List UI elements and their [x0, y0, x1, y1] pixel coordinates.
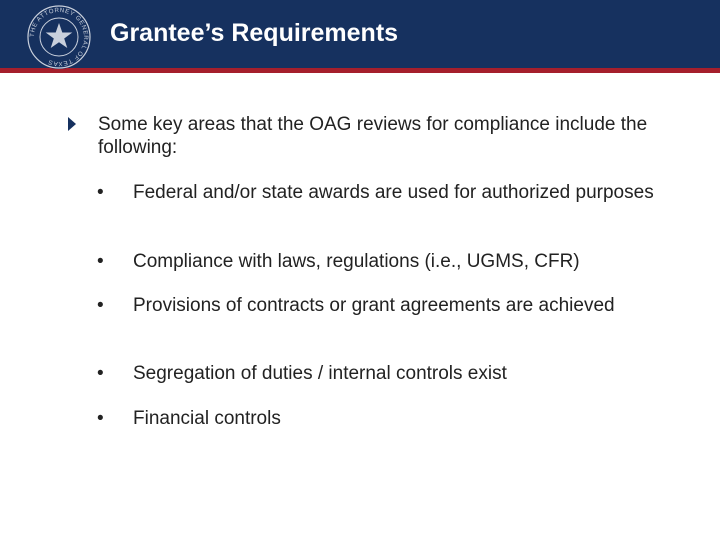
list-item — [97, 250, 657, 273]
list-item-text: Segregation of duties / internal controls exist — [133, 363, 507, 384]
list-item — [97, 294, 657, 317]
list-item-text: Compliance with laws, regulations (i.e., UGMS, CFR) — [133, 251, 580, 272]
bullet-icon: • — [97, 408, 104, 429]
bullet-icon: • — [97, 182, 104, 203]
bullet-icon: • — [97, 363, 104, 384]
seal-text: THE ATTORNEY GENERAL OF TEXAS — [28, 6, 90, 68]
attorney-general-seal-logo — [26, 4, 92, 70]
list-item — [97, 362, 657, 385]
list-item-text: Federal and/or state awards are used for authorized purposes — [133, 182, 654, 203]
header-stripe — [0, 68, 720, 73]
list-item — [97, 407, 657, 430]
intro-bullet — [68, 113, 668, 159]
bullet-icon: • — [97, 251, 104, 272]
list-item-text: Provisions of contracts or grant agreements are achieved — [133, 295, 615, 316]
page-title: Grantee’s Requirements — [110, 19, 399, 47]
intro-text: Some key areas that the OAG reviews for compliance include the following: — [98, 114, 648, 158]
list-item-text: Financial controls — [133, 408, 281, 429]
arrow-bullet-icon — [68, 117, 76, 131]
bullet-icon: • — [97, 295, 104, 316]
list-item — [97, 181, 657, 204]
